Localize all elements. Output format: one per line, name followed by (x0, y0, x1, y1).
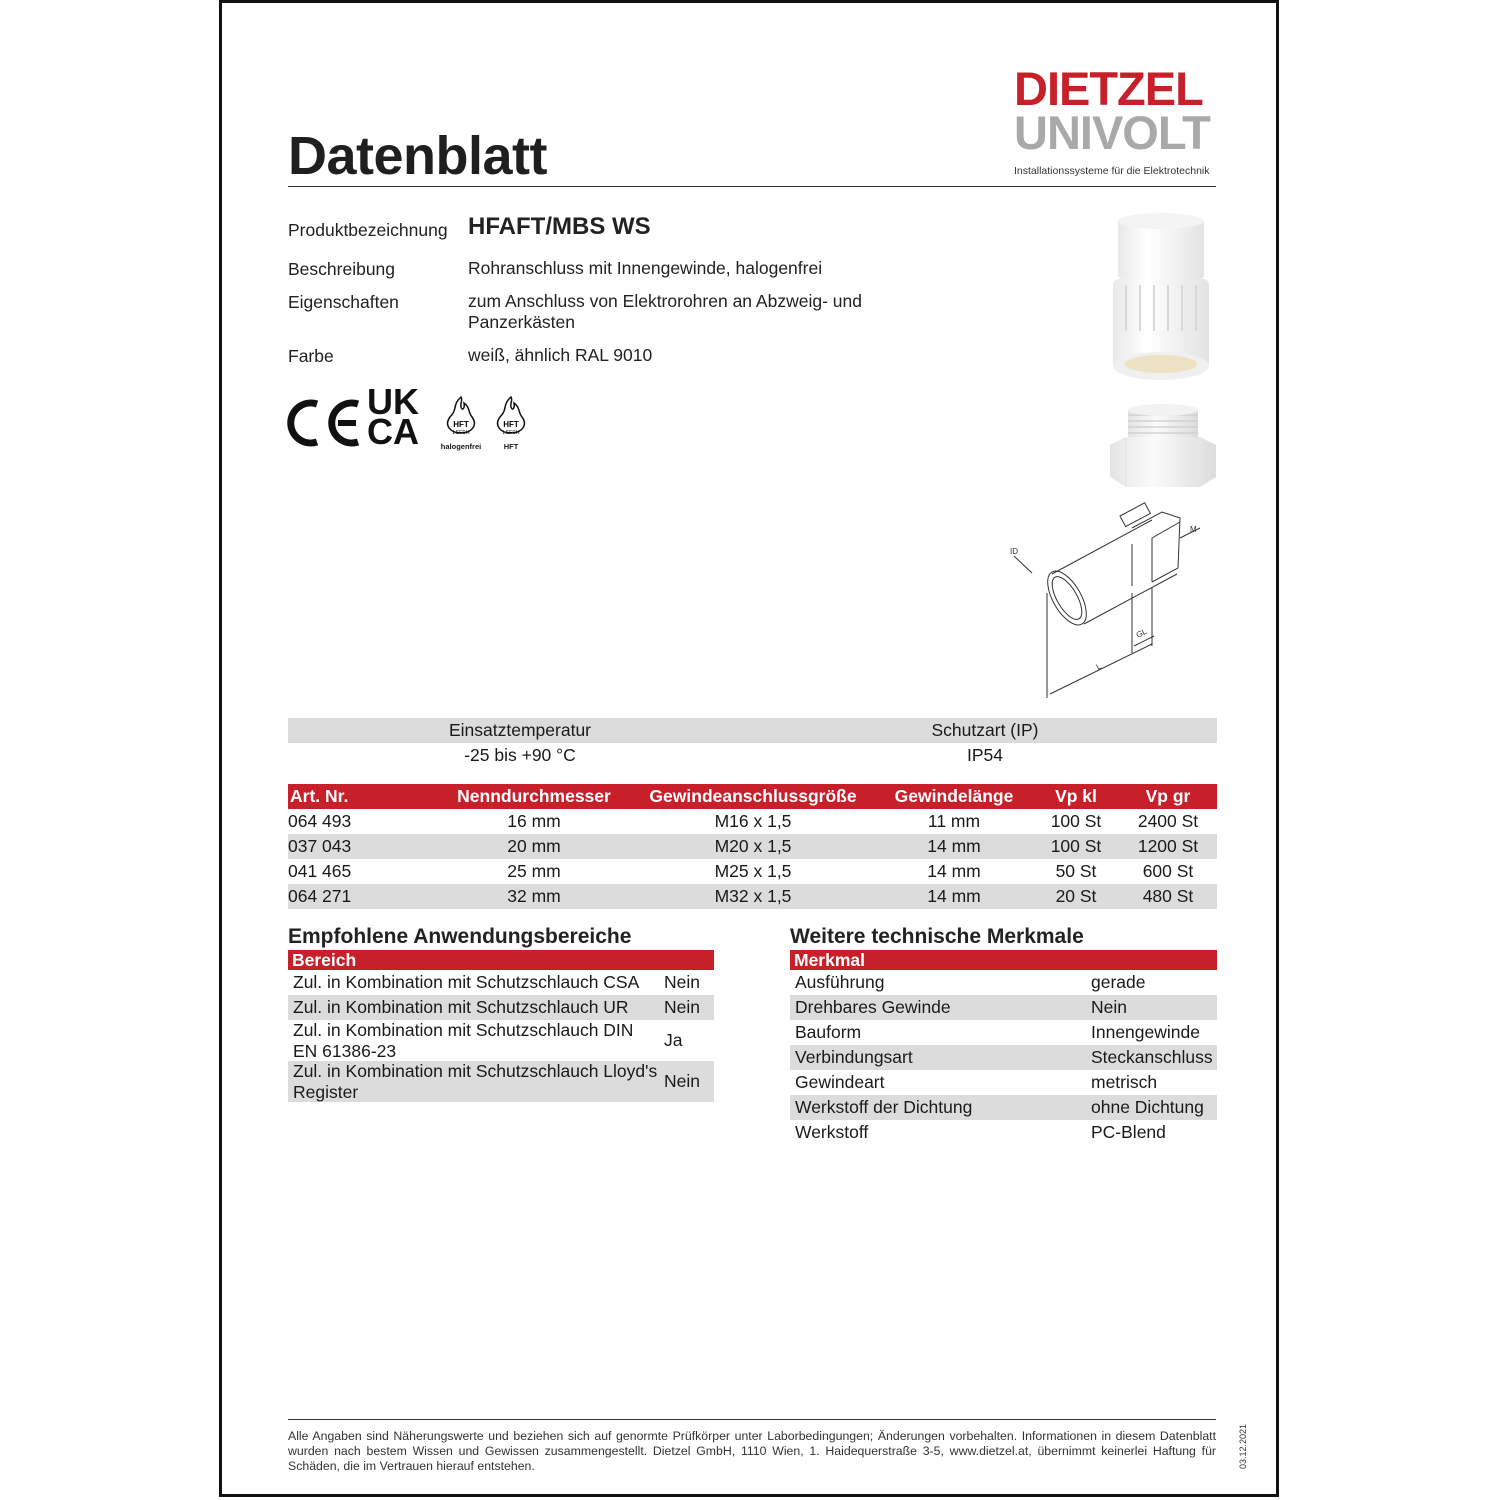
feature-label: Gewindeart (795, 1072, 885, 1092)
applications-header (288, 950, 714, 970)
logo-univolt: UNIVOLT (1014, 106, 1210, 159)
application-value: Nein (664, 1071, 700, 1091)
feature-value: Steckanschluss (1091, 1047, 1213, 1067)
feature-value: gerade (1091, 972, 1146, 992)
ip-label: Schutzart (IP) (931, 720, 1039, 740)
application-label: Zul. in Kombination mit Schutzschlauch CSA (293, 972, 640, 992)
temperature-label: Einsatztemperatur (448, 720, 592, 740)
cell-thread-size: M20 x 1,5 (714, 836, 792, 856)
logo-tagline: Installationssysteme für die Elektrotechnik (1014, 165, 1210, 177)
application-label-line1: Zul. in Kombination mit Schutzschlauch Lloyd's (293, 1061, 658, 1081)
drawing-label-m: M (1190, 525, 1197, 534)
applications-header-label: Bereich (292, 950, 357, 970)
table-row (790, 970, 1217, 995)
table-row (790, 1045, 1217, 1070)
feature-label: Werkstoff der Dichtung (795, 1097, 973, 1117)
application-value: Nein (664, 997, 700, 1017)
feature-label: Werkstoff (795, 1122, 869, 1142)
cell-thread-length: 14 mm (927, 861, 981, 881)
feature-label: Verbindungsart (795, 1047, 913, 1067)
feature-value: PC-Blend (1091, 1122, 1166, 1142)
product-name: HFAFT/MBS WS (468, 213, 651, 240)
technical-drawing (1002, 498, 1202, 708)
cell-thread-size: M16 x 1,5 (714, 811, 792, 831)
col-header-vp-gr: Vp gr (1145, 786, 1191, 806)
col-header-thread-size: Gewindeanschlussgröße (649, 786, 857, 806)
cell-art-nr: 064 271 (288, 886, 352, 906)
color-value: weiß, ähnlich RAL 9010 (468, 345, 653, 365)
features-header-label: Merkmal (794, 950, 866, 970)
specs-value-row (288, 743, 1217, 768)
table-row (288, 884, 1217, 909)
properties-label: Eigenschaften (288, 292, 399, 312)
hft1-sub-text: LSF0H (452, 430, 470, 435)
drawing-label-id: ID (1010, 547, 1018, 556)
specs-header-row (288, 718, 1217, 743)
table-row (288, 809, 1217, 834)
drawing-label-l: L (1094, 661, 1103, 672)
ukca-mark-icon (367, 381, 419, 452)
article-table-header (288, 784, 1217, 809)
temperature-value: -25 bis +90 °C (464, 745, 576, 765)
cell-thread-length: 14 mm (927, 836, 981, 856)
footer-divider (288, 1419, 1216, 1420)
table-row (288, 834, 1217, 859)
cell-thread-length: 14 mm (927, 886, 981, 906)
feature-value: ohne Dichtung (1091, 1097, 1204, 1117)
cell-vp-gr: 1200 St (1137, 836, 1199, 856)
features-title: Weitere technische Merkmale (790, 925, 1084, 948)
col-header-thread-length: Gewindelänge (894, 786, 1014, 806)
product-photo-sleeve (1102, 211, 1222, 391)
header-divider (288, 186, 1216, 187)
application-label: Zul. in Kombination mit Schutzschlauch UR (293, 997, 629, 1017)
col-header-art-nr: Art. Nr. (290, 786, 349, 806)
ce-mark-icon (286, 395, 366, 451)
page-title: Datenblatt (288, 126, 548, 186)
datasheet-page (219, 0, 1279, 1497)
ukca-bottom-text: CA (367, 411, 419, 452)
table-row (288, 1061, 714, 1102)
ip-value: IP54 (967, 745, 1003, 765)
application-label-line2: Register (293, 1082, 359, 1102)
hft2-badge-text: HFT (503, 420, 519, 429)
cell-vp-gr: 600 St (1142, 861, 1194, 881)
table-row (790, 995, 1217, 1020)
table-row (790, 1120, 1217, 1145)
table-row (288, 970, 714, 995)
hft2-caption: HFT (503, 442, 519, 451)
hft1-badge-text: HFT (453, 420, 469, 429)
col-header-nominal-diameter: Nenndurchmesser (457, 786, 611, 806)
cell-diameter: 20 mm (507, 836, 561, 856)
application-label-line1: Zul. in Kombination mit Schutzschlauch DIN (293, 1020, 634, 1040)
hft2-sub-text: LSF0H (502, 430, 520, 435)
feature-value: Innengewinde (1091, 1022, 1200, 1042)
cell-art-nr: 037 043 (288, 836, 352, 856)
description-label: Beschreibung (288, 259, 396, 279)
logo-dietzel: DIETZEL (1014, 62, 1203, 115)
cell-diameter: 16 mm (507, 811, 561, 831)
hft1-caption: halogenfrei (440, 442, 482, 451)
properties-value-line2: Panzerkästen (468, 312, 576, 332)
features-header (790, 950, 1217, 970)
table-row (288, 859, 1217, 884)
feature-label: Ausführung (795, 972, 885, 992)
cell-vp-kl: 20 St (1055, 886, 1097, 906)
table-row (288, 995, 714, 1020)
cell-vp-kl: 100 St (1050, 811, 1102, 831)
table-row (288, 1020, 714, 1061)
cell-vp-gr: 2400 St (1137, 811, 1199, 831)
feature-value: Nein (1091, 997, 1127, 1017)
color-label: Farbe (288, 346, 334, 366)
description-value: Rohranschluss mit Innengewinde, halogenfrei (468, 258, 823, 278)
cell-vp-kl: 100 St (1050, 836, 1102, 856)
feature-value: metrisch (1091, 1072, 1158, 1092)
table-row (790, 1070, 1217, 1095)
cell-vp-kl: 50 St (1055, 861, 1097, 881)
product-photo-nut (1102, 401, 1222, 496)
product-name-label: Produktbezeichnung (288, 220, 448, 240)
properties-value-line1: zum Anschluss von Elektrorohren an Abzweig- und (468, 291, 862, 311)
footer-disclaimer: Alle Angaben sind Näherungswerte und beziehen sich auf genormte Prüfkörper unter Laborbedingungen; Änderungen vorbehalten. Informationen in diesem Datenblatt wurden nach bestem Wissen und Gewissen zusammengestellt. Dietzel GmbH, 1110 Wien, 1. Haidequerstraße 3-5, www.dietzel.at, übernimmt keinerlei Haftung für Schäden, die im Vertrauen hierauf entstehen. (288, 1429, 1216, 1473)
table-row (790, 1020, 1217, 1045)
applications-title: Empfohlene Anwendungsbereiche (288, 925, 632, 948)
cell-thread-length: 11 mm (927, 811, 981, 831)
application-label-line2: EN 61386-23 (293, 1041, 397, 1061)
hft-icon (488, 395, 534, 451)
hft-halogenfree-icon (438, 395, 484, 451)
cell-art-nr: 064 493 (288, 811, 352, 831)
cell-thread-size: M25 x 1,5 (714, 861, 792, 881)
feature-label: Drehbares Gewinde (795, 997, 951, 1017)
document-date: 03.12.2021 (1238, 1423, 1248, 1469)
cell-diameter: 32 mm (507, 886, 561, 906)
ukca-top-text: UK (367, 381, 419, 422)
table-row (790, 1095, 1217, 1120)
application-value: Nein (664, 972, 700, 992)
cell-thread-size: M32 x 1,5 (714, 886, 792, 906)
cell-art-nr: 041 465 (288, 861, 352, 881)
col-header-vp-kl: Vp kl (1055, 786, 1097, 806)
feature-label: Bauform (795, 1022, 862, 1042)
cell-vp-gr: 480 St (1142, 886, 1194, 906)
application-value: Ja (664, 1030, 683, 1050)
drawing-label-gl: GL (1134, 626, 1149, 640)
cell-diameter: 25 mm (507, 861, 561, 881)
